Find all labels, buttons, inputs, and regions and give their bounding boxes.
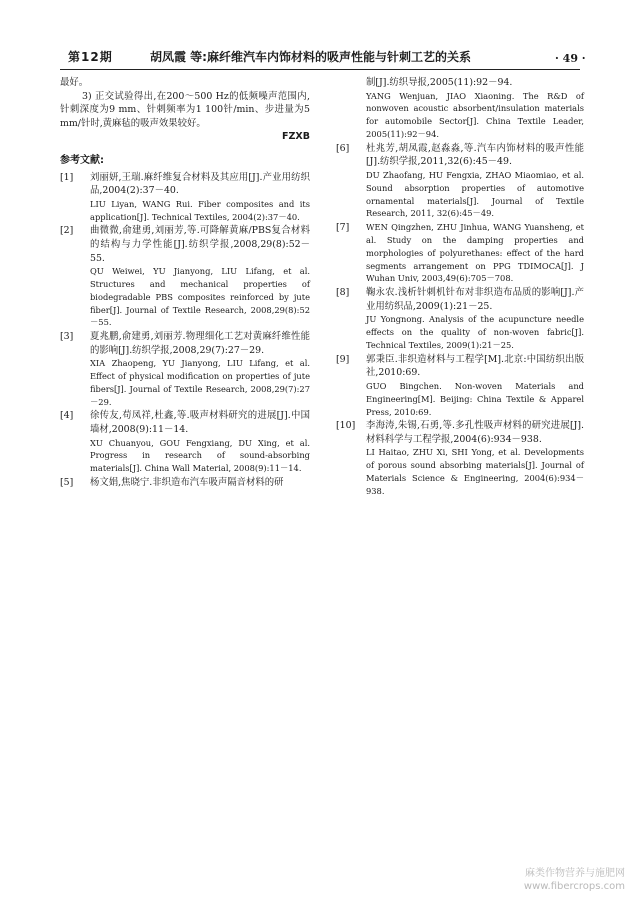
reference-en: XIA Zhaopeng, YU Jianyong, LIU Lifang, et al. Effect of physical modification on properties of jute fibers[J]. Journal of Textile Research, 2008,29(7):27－29. — [90, 358, 310, 407]
reference-number: [7] — [336, 222, 350, 234]
reference-zh: 杨文娟,焦晓宁.非织造布汽车吸声隔音材料的研 — [90, 477, 284, 489]
reference-en: XU Chuanyou, GOU Fengxiang, DU Xing, et al. Progress in research of sound-absorbing materials[J]. China Wall Material, 2008(9):11－14. — [90, 437, 310, 474]
paragraph-end: 最好。 — [60, 77, 89, 88]
reference-item — [336, 353, 584, 419]
reference-zh: 徐传友,苟凤祥,杜鑫,等.吸声材料研究的进展[J].中国墙材,2008(9):11－14. — [90, 410, 310, 436]
reference-number: [3] — [60, 331, 74, 343]
reference-number: [10] — [336, 420, 356, 432]
reference-number: [1] — [60, 171, 74, 183]
reference-item — [336, 142, 584, 220]
reference-number: [5] — [60, 477, 74, 489]
reference-zh: 制[J].纺织导报,2005(11):92－94. — [366, 77, 513, 88]
reference-en: DU Zhaofang, HU Fengxia, ZHAO Miaomiao, et al. Sound absorption properties of automotive ornamental materials[J]. Journal of Textile Research, 2011, 32(6):45－49. — [366, 169, 584, 219]
page-number: · 49 · — [555, 52, 586, 65]
header-rule — [60, 69, 580, 70]
watermark-url: www.fibercrops.com — [523, 881, 625, 892]
conclusion-item-3: 3) 正交试验得出,在200～500 Hz的低频噪声范围内,针刺深度为9 mm、针刺频率为1 100针/min、步进量为5 mm/针时,黄麻毡的吸声效果较好。 — [60, 90, 310, 129]
page-header — [0, 0, 635, 70]
reference-item — [60, 330, 310, 408]
running-title: 胡凤霞 等:麻纤维汽车内饰材料的吸声性能与针刺工艺的关系 — [150, 50, 471, 64]
reference-zh: 郭秉臣.非织造材料与工程学[M].北京:中国纺织出版社,2010:69. — [366, 353, 584, 379]
reference-item — [60, 224, 310, 329]
reference-en: JU Yongnong. Analysis of the acupuncture needle effects on the quality of non-woven fabric[J]. Technical Textiles, 2009(1):21－25. — [366, 314, 584, 350]
reference-number: [4] — [60, 410, 74, 422]
reference-en: GUO Bingchen. Non-woven Materials and Engineering[M]. Beijing: China Textile & Apparel Press, 2010:69. — [366, 380, 584, 417]
journal-signature: FZXB — [282, 131, 310, 143]
reference-zh: 曲微微,俞建勇,刘丽芳,等.可降解黄麻/PBS复合材料的结构与力学性能[J].纺织学报,2008,29(8):52－55. — [90, 225, 310, 264]
reference-number: [2] — [60, 225, 74, 237]
left-column — [60, 76, 310, 491]
site-watermark — [524, 867, 625, 893]
reference-en: LI Haitao, ZHU Xi, SHI Yong, et al. Developments of porous sound absorbing materials[J]. Journal of Materials Science & Engineering, 2004(6):934－938. — [366, 447, 584, 496]
reference-en: WEN Qingzhen, ZHU Jinhua, WANG Yuansheng, et al. Study on the damping properties and morphologies of polyurethanes: effect of the hard segments arrangement on PPG TDIMOCA[J]. J Wuhan Univ, 2003,49(6):705－708. — [366, 222, 584, 284]
reference-en: LIU Liyan, WANG Rui. Fiber composites and its application[J]. Technical Textiles, 2004(2):37－40. — [90, 198, 310, 222]
reference-zh: 夏兆鹏,俞建勇,刘丽芳.物理细化工艺对黄麻纤维性能的影响[J].纺织学报,2008,29(7):27－29. — [90, 331, 310, 356]
reference-item — [60, 476, 310, 490]
reference-en: QU Weiwei, YU Jianyong, LIU Lifang, et al. Structures and mechanical properties of biodegradable PBS composites reinforced by jute fiber[J]. Journal of Textile Research, 2008,29(8):52－55. — [90, 266, 310, 328]
issue-number: 第12期 — [68, 50, 113, 64]
reference-item — [336, 419, 584, 497]
reference-item — [60, 171, 310, 224]
reference-number: [6] — [336, 142, 350, 154]
watermark-title: 麻类作物营养与施肥网 — [525, 868, 625, 879]
reference-zh: 杜兆芳,胡凤霞,赵淼淼,等.汽车内饰材料的吸声性能[J].纺织学报,2011,32(6):45－49. — [366, 142, 584, 168]
reference-number: [8] — [336, 287, 350, 299]
reference-number: [9] — [336, 353, 350, 365]
reference-zh: 鞠永农.浅析针刺机针布对非织造布品质的影响[J].产业用纺织品,2009(1):21－25. — [366, 287, 584, 312]
reference-continuation — [336, 76, 584, 141]
reference-item — [336, 286, 584, 352]
reference-en: YANG Wenjuan, JIAO Xiaoning. The R&D of nonwoven acoustic absorbent/insulation materials for automobile Sector[J]. China Textile Leader, 2005(11):92－94. — [366, 90, 584, 139]
reference-item — [336, 221, 584, 285]
reference-item — [60, 409, 310, 475]
references-title: 参考文献: — [60, 154, 104, 166]
reference-zh: 李海涛,朱锡,石勇,等.多孔性吸声材料的研究进展[J].材料科学与工程学报,2004(6):934－938. — [366, 420, 584, 445]
reference-zh: 刘丽妍,王瑞.麻纤维复合材料及其应用[J].产业用纺织品,2004(2):37－40. — [90, 171, 310, 197]
right-column — [336, 76, 584, 499]
